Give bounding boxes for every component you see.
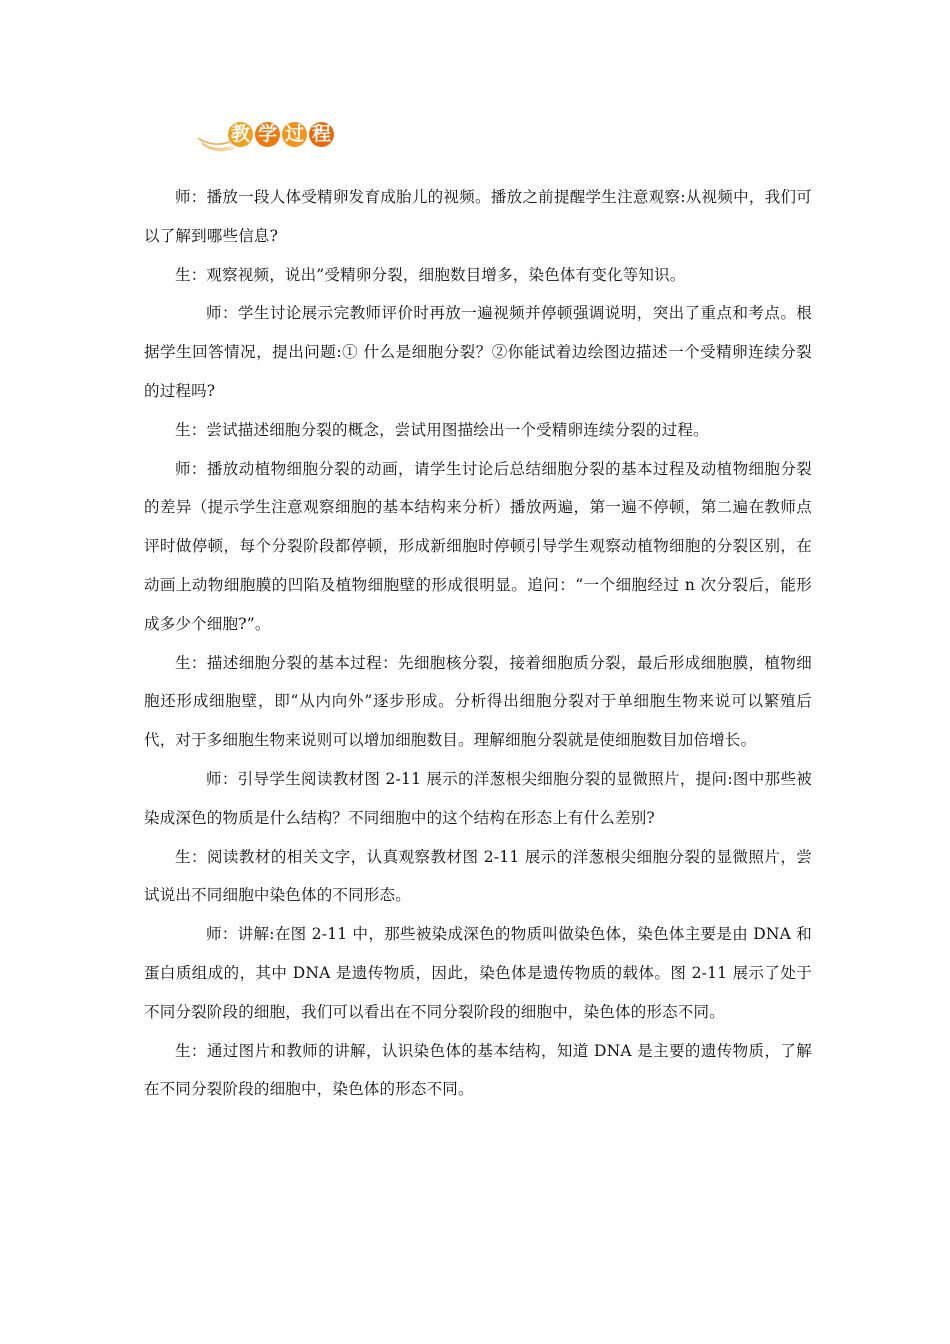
section-title-char: 程 xyxy=(309,122,334,147)
section-header-badge xyxy=(198,118,338,158)
section-title xyxy=(228,122,334,152)
dialogue-paragraph: 生：尝试描述细胞分裂的概念，尝试用图描绘出一个受精卵连续分裂的过程。 xyxy=(175,420,709,439)
dialogue-paragraph: 师：学生讨论展示完教师评价时再放一遍视频并停顿强调说明，突出了重点和考点。根据学生回答情况，提出问题:① 什么是细胞分裂？②你能试着边绘图边描述一个受精卵连续分裂的过程吗? xyxy=(144,304,812,400)
lesson-body xyxy=(144,178,812,1109)
dialogue-paragraph: 师：引导学生阅读教材图 2-11 展示的洋葱根尖细胞分裂的显微照片，提问:图中那些被染成深色的物质是什么结构？不同细胞中的这个结构在形态上有什么差别? xyxy=(144,769,812,827)
section-title-char: 学 xyxy=(255,122,280,147)
dialogue-paragraph: 师：播放动植物细胞分裂的动画，请学生讨论后总结细胞分裂的基本过程及动植物细胞分裂的差异（提示学生注意观察细胞的基本结构来分析）播放两遍，第一遍不停顿，第二遍在教师点评时做停顿，每个分裂阶段都停顿，形成新细胞时停顿引导学生观察动植物细胞的分裂区别，在动画上动物细胞膜的凹陷及植物细胞壁的形成很明显。追问：“一个细胞经过 n 次分裂后，能形成多少个细胞?”。 xyxy=(144,459,812,633)
section-title-char: 过 xyxy=(282,122,307,147)
dialogue-paragraph: 生：描述细胞分裂的基本过程：先细胞核分裂，接着细胞质分裂，最后形成细胞膜，植物细胞还形成细胞壁，即“从内向外”逐步形成。分析得出细胞分裂对于单细胞生物来说可以繁殖后代，对于多细胞生物来说则可以增加细胞数目。理解细胞分裂就是使细胞数目加倍增长。 xyxy=(144,653,812,750)
dialogue-paragraph: 生：阅读教材的相关文字，认真观察教材图 2-11 展示的洋葱根尖细胞分裂的显微照片，尝试说出不同细胞中染色体的不同形态。 xyxy=(144,847,812,905)
dialogue-paragraph: 生：观察视频，说出”受精卵分裂，细胞数目增多，染色体有变化等知识。 xyxy=(175,265,686,284)
dialogue-paragraph: 生：通过图片和教师的讲解，认识染色体的基本结构，知道 DNA 是主要的遗传物质，了解在不同分裂阶段的细胞中，染色体的形态不同。 xyxy=(144,1041,812,1099)
dialogue-paragraph: 师：播放一段人体受精卵发育成胎儿的视频。播放之前提醒学生注意观察:从视频中，我们可以了解到哪些信息? xyxy=(144,188,812,245)
dialogue-paragraph: 师：讲解:在图 2-11 中，那些被染成深色的物质叫做染色体，染色体主要是由 DNA 和蛋白质组成的，其中 DNA 是遗传物质，因此，染色体是遗传物质的载体。图 2-11 展示了处于不同分裂阶段的细胞，我们可以看出在不同分裂阶段的细胞中，染色体的形态不同。 xyxy=(144,925,812,1021)
section-title-char: 教 xyxy=(228,122,253,147)
